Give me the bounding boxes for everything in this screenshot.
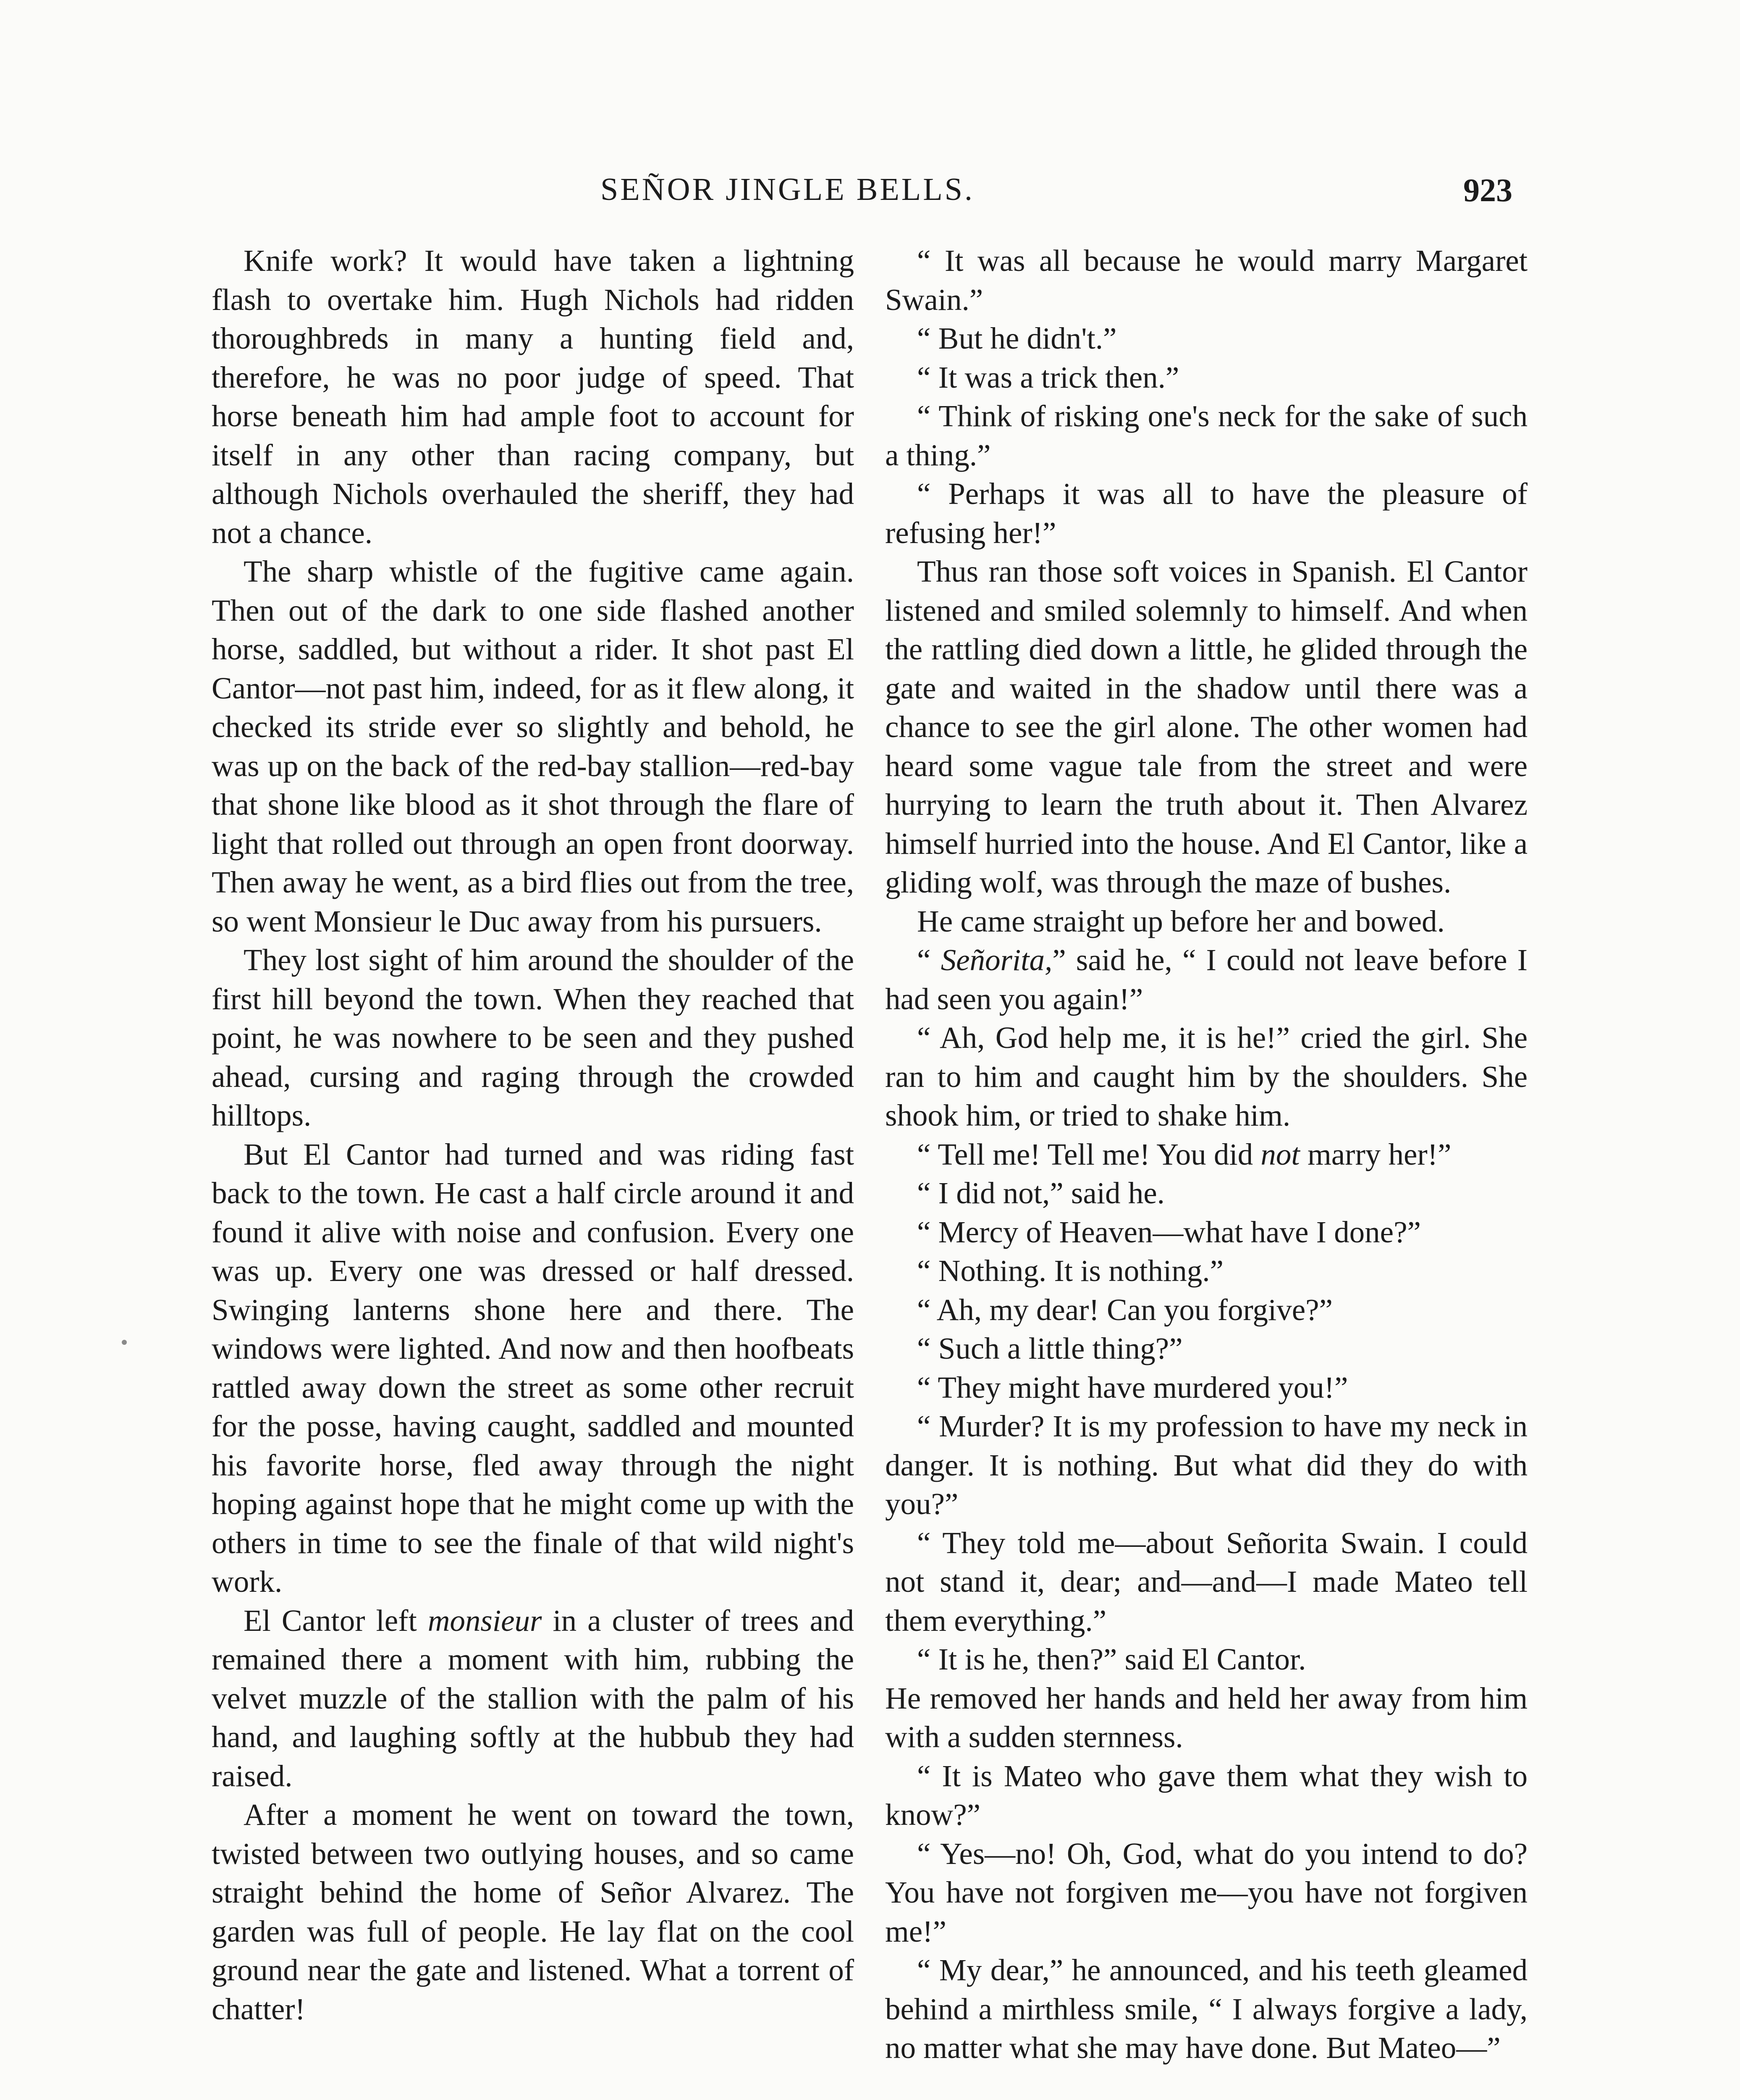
right-column-paragraph: “ It was a trick then.”: [917, 360, 1179, 394]
right-column-paragraph: “ Mercy of Heaven—what have I done?”: [917, 1215, 1421, 1249]
right-column-paragraph: “ They might have murdered you!”: [917, 1370, 1348, 1404]
left-column-paragraph: They lost sight of him around the shoulder of the first hill beyond the town. When they reached that point, he was nowhere to be seen and they pushed ahead, cursing and raging through the crowded hilltops.: [212, 943, 854, 1132]
right-column-paragraph: “ Perhaps it was all to have the pleasure of refusing her!”: [885, 477, 1528, 550]
emphasis-text: Señorita,: [941, 943, 1053, 977]
left-column-paragraph: After a moment he went on toward the town, twisted between two outlying houses, and so came straight behind the home of Señor Alvarez. The garden was full of people. He lay flat on the cool ground near the gate and listened. What a torrent of chatter!: [212, 1798, 854, 2026]
right-column-paragraph: “ Ah, my dear! Can you forgive?”: [917, 1292, 1333, 1327]
left-column-paragraph: But El Cantor had turned and was riding fast back to the town. He cast a half circle around it and found it alive with noise and confusion. Every one was up. Every one was dressed or half dressed. Swinging lanterns shone here and there. The windows were lighted. And now and then hoofbeats rattled away down the street as some other recruit for the posse, having caught, saddled and mounted his favorite horse, fled away through the night hoping against hope that he might come up with the others in time to see the finale of that wild night's work.: [212, 1137, 854, 1599]
left-column-paragraph: Knife work? It would have taken a lightning flash to overtake him. Hugh Nichols had ridden thoroughbreds in many a hunting field and, therefore, he was no poor judge of speed. That horse beneath him had ample foot to account for itself in any other than racing company, but although Nichols overhauled the sheriff, they had not a chance.: [212, 244, 854, 550]
right-column-paragraph: “ Yes—no! Oh, God, what do you intend to do? You have not forgiven me—you have not forgiven me!”: [885, 1836, 1528, 1948]
right-column-paragraph: Thus ran those soft voices in Spanish. El Cantor listened and smiled solemnly to himself. And when the rattling died down a little, he glided through the gate and waited in the shadow until there was a chance to see the girl alone. The other women had heard some vague tale from the street and were hurrying to learn the truth about it. Then Alvarez himself hurried into the house. And El Cantor, like a gliding wolf, was through the maze of bushes.: [885, 554, 1528, 899]
running-head: SEÑOR JINGLE BELLS.: [600, 172, 975, 207]
page-number: 923: [1463, 172, 1512, 208]
left-column-paragraph: [212, 1601, 854, 1796]
left-column: [212, 242, 854, 2029]
scan-speck: [122, 1340, 127, 1345]
right-column-paragraph: [885, 1135, 1528, 1174]
right-column-paragraph: “ It is Mateo who gave them what they wish to know?”: [885, 1759, 1528, 1832]
right-column-paragraph: “ It is he, then?” said El Cantor.: [917, 1642, 1306, 1676]
paragraph-text: “: [917, 943, 941, 977]
left-column-paragraph: The sharp whistle of the fugitive came again. Then out of the dark to one side flashed another horse, saddled, but without a rider. It shot past El Cantor—not past him, indeed, for as it flew along, it checked its stride ever so slightly and behold, he was up on the back of the red-bay stallion—red-bay that shone like blood as it shot through the flare of light that rolled out through an open front doorway. Then away he went, as a bird flies out from the tree, so went Monsieur le Duc away from his pursuers.: [212, 554, 854, 938]
paragraph-text: “ Tell me! Tell me! You did: [917, 1137, 1261, 1171]
right-column-paragraph: “ But he didn't.”: [917, 321, 1117, 355]
right-column-paragraph: “ Think of risking one's neck for the sake of such a thing.”: [885, 399, 1528, 472]
paragraph-text: marry her!”: [1300, 1137, 1452, 1171]
emphasis-text: monsieur: [427, 1603, 542, 1638]
right-column-paragraph: “ My dear,” he announced, and his teeth gleamed behind a mirthless smile, “ I always forgive a lady, no matter what she may have done. But Mateo—”: [885, 1953, 1528, 2065]
paragraph-text: ” said he, “ I could not leave before I had seen you again!”: [885, 943, 1528, 1016]
right-column-paragraph: “ Nothing. It is nothing.”: [917, 1254, 1224, 1288]
right-column-paragraph: “ It was all because he would marry Margaret Swain.”: [885, 244, 1528, 317]
paragraph-text: El Cantor left: [244, 1603, 428, 1638]
right-column-paragraph: “ Murder? It is my profession to have my neck in danger. It is nothing. But what did they do with you?”: [885, 1409, 1528, 1521]
right-column-paragraph: “ Such a little thing?”: [917, 1331, 1183, 1365]
right-column-paragraph: “ I did not,” said he.: [917, 1176, 1165, 1210]
right-column-paragraph: “ Ah, God help me, it is he!” cried the girl. She ran to him and caught him by the shoulders. She shook him, or tried to shake him.: [885, 1021, 1528, 1132]
page-header: [0, 171, 1740, 218]
right-column-paragraph: [885, 941, 1528, 1018]
right-column-paragraph: He came straight up before her and bowed.: [917, 904, 1445, 938]
right-column: [885, 242, 1528, 2068]
emphasis-text: not: [1260, 1137, 1300, 1171]
right-column-paragraph: He removed her hands and held her away from him with a sudden sternness.: [885, 1681, 1528, 1754]
paragraph-text: in a cluster of trees and remained there a moment with him, rubbing the velvet muzzle of the stallion with the palm of his hand, and laughing softly at the hubbub they had raised.: [212, 1603, 854, 1793]
right-column-paragraph: “ They told me—about Señorita Swain. I could not stand it, dear; and—and—I made Mateo tell them everything.”: [885, 1525, 1528, 1638]
